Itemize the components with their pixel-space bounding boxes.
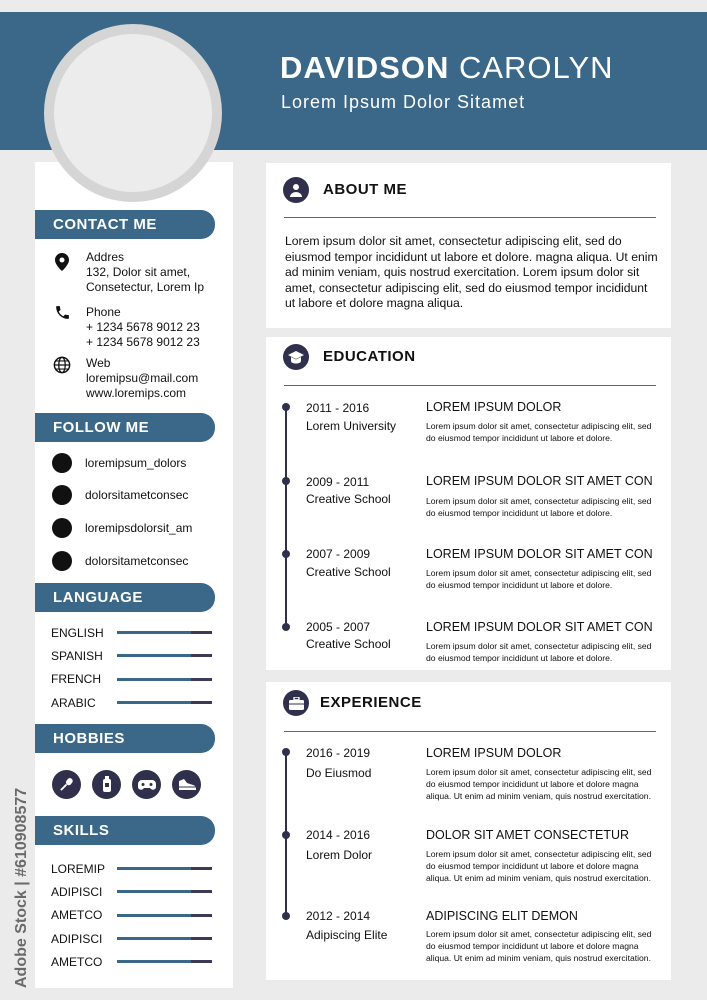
language-bar-fill	[117, 654, 191, 657]
edu-title-1: LOREM IPSUM DOLOR	[426, 400, 562, 414]
timeline-dot	[282, 550, 290, 558]
person-icon	[283, 177, 309, 203]
language-name-1: ENGLISH	[51, 626, 104, 640]
language-name-4: ARABIC	[51, 696, 96, 710]
social-dot-icon	[52, 453, 72, 473]
briefcase-icon	[283, 690, 309, 716]
social-handle-4: dolorsitametconsec	[85, 554, 189, 568]
edu-title-2: LOREM IPSUM DOLOR SIT AMET CON	[426, 474, 653, 488]
phone-number-2: + 1234 5678 9012 23	[86, 335, 200, 349]
stock-watermark	[4, 760, 34, 990]
skills-heading: SKILLS	[35, 816, 215, 845]
experience-divider	[284, 731, 656, 732]
exp-desc-3: Lorem ipsum dolor sit amet, consectetur adipiscing elit, sed do eiusmod tempor incididunt ut labore et dolore magna aliqua. Ut enim ad minim veniam, quis nostrud exercitation.	[426, 929, 652, 963]
skill-name-1: LOREMIP	[51, 862, 106, 876]
timeline-dot	[282, 477, 290, 485]
language-bar-fill	[117, 631, 191, 634]
skill-bar-fill	[117, 890, 191, 893]
job-subtitle: Lorem Ipsum Dolor Sitamet	[281, 92, 526, 112]
skill-bar-4	[117, 937, 212, 940]
timeline-dot	[282, 748, 290, 756]
bottle-icon	[92, 770, 121, 799]
language-bar-fill	[117, 701, 191, 704]
edu-years-4: 2005 - 2007	[306, 620, 371, 634]
skill-bar-fill	[117, 867, 191, 870]
email-text: loremipsu@mail.com	[86, 371, 199, 385]
social-dot-icon	[52, 485, 72, 505]
language-name-2: SPANISH	[51, 649, 103, 663]
edu-years-3: 2007 - 2009	[306, 547, 371, 561]
edu-place-3: Creative School	[306, 565, 391, 579]
social-handle-2: dolorsitametconsec	[85, 488, 189, 502]
edu-desc-2: Lorem ipsum dolor sit amet, consectetur adipiscing elit, sed do eiusmod tempor incididunt ut labore et dolore.	[426, 496, 652, 518]
edu-title-4: LOREM IPSUM DOLOR SIT AMET CON	[426, 620, 653, 634]
edu-place-1: Lorem University	[306, 419, 397, 433]
edu-place-2: Creative School	[306, 492, 391, 506]
skill-name-2: ADIPISCI	[51, 885, 103, 899]
address-line-1: 132, Dolor sit amet,	[86, 265, 191, 279]
language-heading: LANGUAGE	[35, 583, 215, 612]
globe-icon	[52, 356, 72, 376]
edu-years-2: 2009 - 2011	[306, 475, 370, 489]
last-name: CAROLYN	[458, 50, 614, 85]
about-heading: ABOUT ME	[323, 181, 407, 198]
edu-desc-4: Lorem ipsum dolor sit amet, consectetur adipiscing elit, sed do eiusmod tempor incididunt ut labore et dolore.	[426, 641, 652, 663]
hobbies-heading: HOBBIES	[35, 724, 215, 753]
edu-place-4: Creative School	[306, 637, 391, 651]
address-label: Addres	[86, 250, 125, 264]
language-bar-2	[117, 654, 212, 657]
language-bar-fill	[117, 678, 191, 681]
address-line-2: Consetectur, Lorem Ip	[86, 280, 205, 294]
exp-place-3: Adipiscing Elite	[306, 928, 388, 942]
skill-bar-fill	[117, 937, 191, 940]
contact-heading: CONTACT ME	[35, 210, 215, 239]
skill-bar-5	[117, 960, 212, 963]
profile-photo-placeholder	[54, 34, 212, 192]
exp-desc-1: Lorem ipsum dolor sit amet, consectetur adipiscing elit, sed do eiusmod tempor incididunt ut labore et dolore magna aliqua. Ut enim ad minim veniam, quis nostrud exercitation.	[426, 767, 652, 801]
edu-desc-1: Lorem ipsum dolor sit amet, consectetur adipiscing elit, sed do eiusmod tempor incididunt ut labore et dolore.	[426, 421, 652, 443]
edu-desc-3: Lorem ipsum dolor sit amet, consectetur adipiscing elit, sed do eiusmod tempor incididunt ut labore et dolore.	[426, 568, 652, 590]
exp-desc-2: Lorem ipsum dolor sit amet, consectetur adipiscing elit, sed do eiusmod tempor incididunt ut labore et dolore magna aliqua. Ut enim ad minim veniam, quis nostrud exercitation.	[426, 849, 652, 883]
education-timeline	[285, 407, 287, 629]
edu-title-3: LOREM IPSUM DOLOR SIT AMET CON	[426, 547, 653, 561]
web-block	[86, 356, 226, 401]
exp-years-3: 2012 - 2014	[306, 909, 371, 923]
phone-icon	[52, 304, 72, 324]
edu-years-1: 2011 - 2016	[306, 401, 370, 415]
skill-name-5: AMETCO	[51, 955, 103, 969]
skill-bar-2	[117, 890, 212, 893]
education-divider	[284, 385, 656, 386]
first-name: DAVIDSON	[280, 50, 450, 85]
education-heading: EDUCATION	[323, 348, 416, 365]
skill-bar-fill	[117, 960, 191, 963]
social-handle-1: loremipsum_dolors	[85, 456, 187, 470]
about-text: Lorem ipsum dolor sit amet, consectetur adipiscing elit, sed do eiusmod tempor incididunt ut labore et dolore. magna aliqua. Ut enim ad minim veniam, quis nostrud exercitation. Lorem ipsum dolor sit amet, consectetur adipiscing elit, sed do eiusmod tempor incididunt ut labore et dolore magna aliqua.	[285, 234, 658, 310]
exp-place-2: Lorem Dolor	[306, 848, 373, 862]
follow-heading: FOLLOW ME	[35, 413, 215, 442]
phone-label: Phone	[86, 305, 121, 319]
language-bar-1	[117, 631, 212, 634]
gamepad-icon	[132, 770, 161, 799]
exp-title-3: ADIPISCING ELIT DEMON	[426, 909, 578, 923]
web-label: Web	[86, 356, 111, 370]
watermark-text: Adobe Stock | #610908577	[13, 787, 30, 988]
language-name-3: FRENCH	[51, 672, 101, 686]
phone-block	[86, 305, 226, 350]
exp-years-2: 2014 - 2016	[306, 828, 371, 842]
exp-title-2: DOLOR SIT AMET CONSECTETUR	[426, 828, 630, 842]
candidate-name	[280, 50, 614, 86]
timeline-dot	[282, 912, 290, 920]
skill-name-4: ADIPISCI	[51, 932, 103, 946]
language-bar-3	[117, 678, 212, 681]
language-bar-4	[117, 701, 212, 704]
social-dot-icon	[52, 551, 72, 571]
skill-bar-fill	[117, 914, 191, 917]
timeline-dot	[282, 623, 290, 631]
exp-years-1: 2016 - 2019	[306, 746, 371, 760]
sneaker-icon	[172, 770, 201, 799]
website-text: www.loremips.com	[86, 386, 187, 400]
location-pin-icon	[52, 253, 72, 273]
experience-heading: EXPERIENCE	[320, 694, 422, 711]
about-divider	[284, 217, 656, 218]
phone-number-1: + 1234 5678 9012 23	[86, 320, 200, 334]
graduation-cap-icon	[283, 344, 309, 370]
address-block	[86, 250, 226, 295]
social-handle-3: loremipsdolorsit_am	[85, 521, 193, 535]
microphone-icon	[52, 770, 81, 799]
exp-title-1: LOREM IPSUM DOLOR	[426, 746, 562, 760]
skill-name-3: AMETCO	[51, 908, 103, 922]
timeline-dot	[282, 403, 290, 411]
social-dot-icon	[52, 518, 72, 538]
timeline-dot	[282, 831, 290, 839]
skill-bar-1	[117, 867, 212, 870]
skill-bar-3	[117, 914, 212, 917]
exp-place-1: Do Eiusmod	[306, 766, 372, 780]
